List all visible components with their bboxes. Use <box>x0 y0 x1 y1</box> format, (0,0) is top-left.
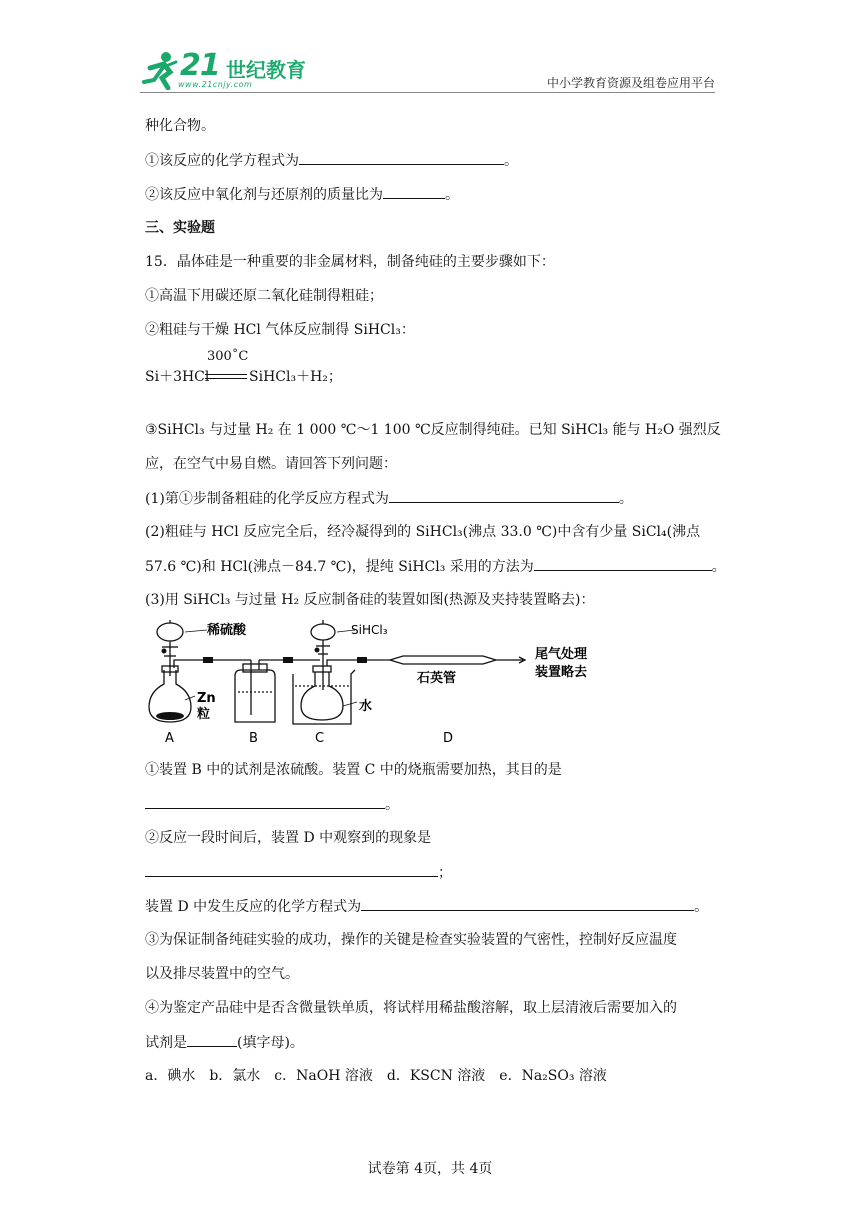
equation-condition: 300˚C <box>207 349 249 364</box>
section-title: 三、实验题 <box>145 220 215 236</box>
answer-blank <box>361 896 694 911</box>
sub-question-2-answer <box>145 862 452 883</box>
sub-question-2-equation-text: 装置 D 中发生反应的化学方程式为 <box>145 899 362 915</box>
question-2-text: 57.6 ℃)和 HCl(沸点－84.7 ℃)，提纯 SiHCl₃ 采用的方法为 <box>145 559 534 575</box>
sub-question-4-tail: (填字母)。 <box>237 1035 304 1051</box>
label-acid: 稀硫酸 <box>207 623 247 638</box>
label-sihcl3: SiHCl₃ <box>351 623 388 637</box>
apparatus-drawing <box>145 620 615 748</box>
answer-blank <box>389 488 619 503</box>
equation-double-line <box>205 374 247 379</box>
line-compound: 种化合物。 <box>145 118 215 134</box>
punct: 。 <box>694 899 709 915</box>
sub-question-3-line2: 以及排尽装置中的空气。 <box>145 966 299 982</box>
question-a1 <box>145 150 518 171</box>
answer-blank <box>145 862 438 877</box>
logo-number: 21 <box>180 48 220 83</box>
platform-name: 中小学教育资源及组卷应用平台 <box>546 76 715 90</box>
punct: 。 <box>711 559 726 575</box>
sub-question-1-answer <box>145 794 399 815</box>
header-divider <box>140 92 715 93</box>
question-2-line2 <box>145 556 726 577</box>
label-d: D <box>443 731 454 746</box>
step-3-line1: ③SiHCl₃ 与过量 H₂ 在 1 000 ℃～1 100 ℃反应制得纯硅。已知 SiHCl₃ 能与 H₂O 强烈反 <box>145 422 721 438</box>
page-footer: 试卷第 4页，共 4页 <box>367 1161 493 1177</box>
answer-options: a．碘水 b．氯水 c．NaOH 溶液 d．KSCN 溶液 e．Na₂SO₃ 溶液 <box>145 1068 607 1084</box>
label-c: C <box>315 731 325 746</box>
label-exhaust-2: 装置略去 <box>535 665 588 680</box>
answer-blank <box>534 556 712 571</box>
step-3-line2: 应，在空气中易自燃。请回答下列问题： <box>145 456 397 472</box>
sub-question-4-line1: ④为鉴定产品硅中是否含微量铁单质，将试样用稀盐酸溶解，取上层清液后需要加入的 <box>145 1000 677 1016</box>
punct: 。 <box>445 187 459 203</box>
logo-url: www.21cnjy.com <box>178 80 253 89</box>
label-b: B <box>249 731 258 746</box>
sub-question-2: ②反应一段时间后，装置 D 中观察到的现象是 <box>145 830 432 846</box>
label-quartz: 石英管 <box>417 671 457 686</box>
answer-blank <box>145 794 385 809</box>
punct: 。 <box>385 797 399 813</box>
punct: 。 <box>618 491 633 507</box>
apparatus-figure <box>145 620 615 748</box>
runner-logo-icon <box>140 50 180 90</box>
answer-blank <box>187 1032 237 1047</box>
step-2: ②粗硅与干燥 HCl 气体反应制得 SiHCl₃： <box>145 322 415 338</box>
question-2-line1: (2)粗硅与 HCl 反应完全后，经冷凝得到的 SiHCl₃(沸点 33.0 ℃)中含有少量 SiCl₄(沸点 <box>145 524 701 540</box>
sub-question-4-text: 试剂是 <box>145 1035 187 1051</box>
sub-question-1: ①装置 B 中的试剂是浓硫酸。装置 C 中的烧瓶需要加热，其目的是 <box>145 762 562 778</box>
equation-right: SiHCl₃＋H₂； <box>249 369 342 385</box>
question-1 <box>145 488 633 509</box>
label-water: 水 <box>359 699 373 714</box>
question-3: (3)用 SiHCl₃ 与过量 H₂ 反应制备硅的装置如图(热源及夹持装置略去)： <box>145 592 595 608</box>
question-15-intro: 15．晶体硅是一种重要的非金属材料，制备纯硅的主要步骤如下： <box>145 254 555 270</box>
question-a2 <box>145 184 459 205</box>
label-zn: Zn <box>197 691 216 706</box>
label-grain: 粒 <box>197 707 211 722</box>
sub-question-2-equation <box>145 896 708 917</box>
logo-text: 世纪教育 <box>226 58 306 82</box>
label-exhaust-1: 尾气处理 <box>535 647 588 662</box>
sub-question-4-line2 <box>145 1032 304 1053</box>
step-1: ①高温下用碳还原二氧化硅制得粗硅； <box>145 288 383 304</box>
punct: ； <box>438 865 452 881</box>
sub-question-3-line1: ③为保证制备纯硅实验的成功，操作的关键是检查实验装置的气密性，控制好反应温度 <box>145 932 677 948</box>
label-a: A <box>165 731 174 746</box>
logo <box>140 44 310 92</box>
question-1-text: (1)第①步制备粗硅的化学反应方程式为 <box>145 491 389 507</box>
answer-blank <box>383 184 445 199</box>
question-a2-text: ②该反应中氧化剂与还原剂的质量比为 <box>145 187 383 203</box>
punct: 。 <box>504 153 518 169</box>
equation-left: Si＋3HCl <box>145 369 210 385</box>
question-a1-text: ①该反应的化学方程式为 <box>145 153 299 169</box>
answer-blank <box>299 150 504 165</box>
page-header <box>140 44 715 94</box>
